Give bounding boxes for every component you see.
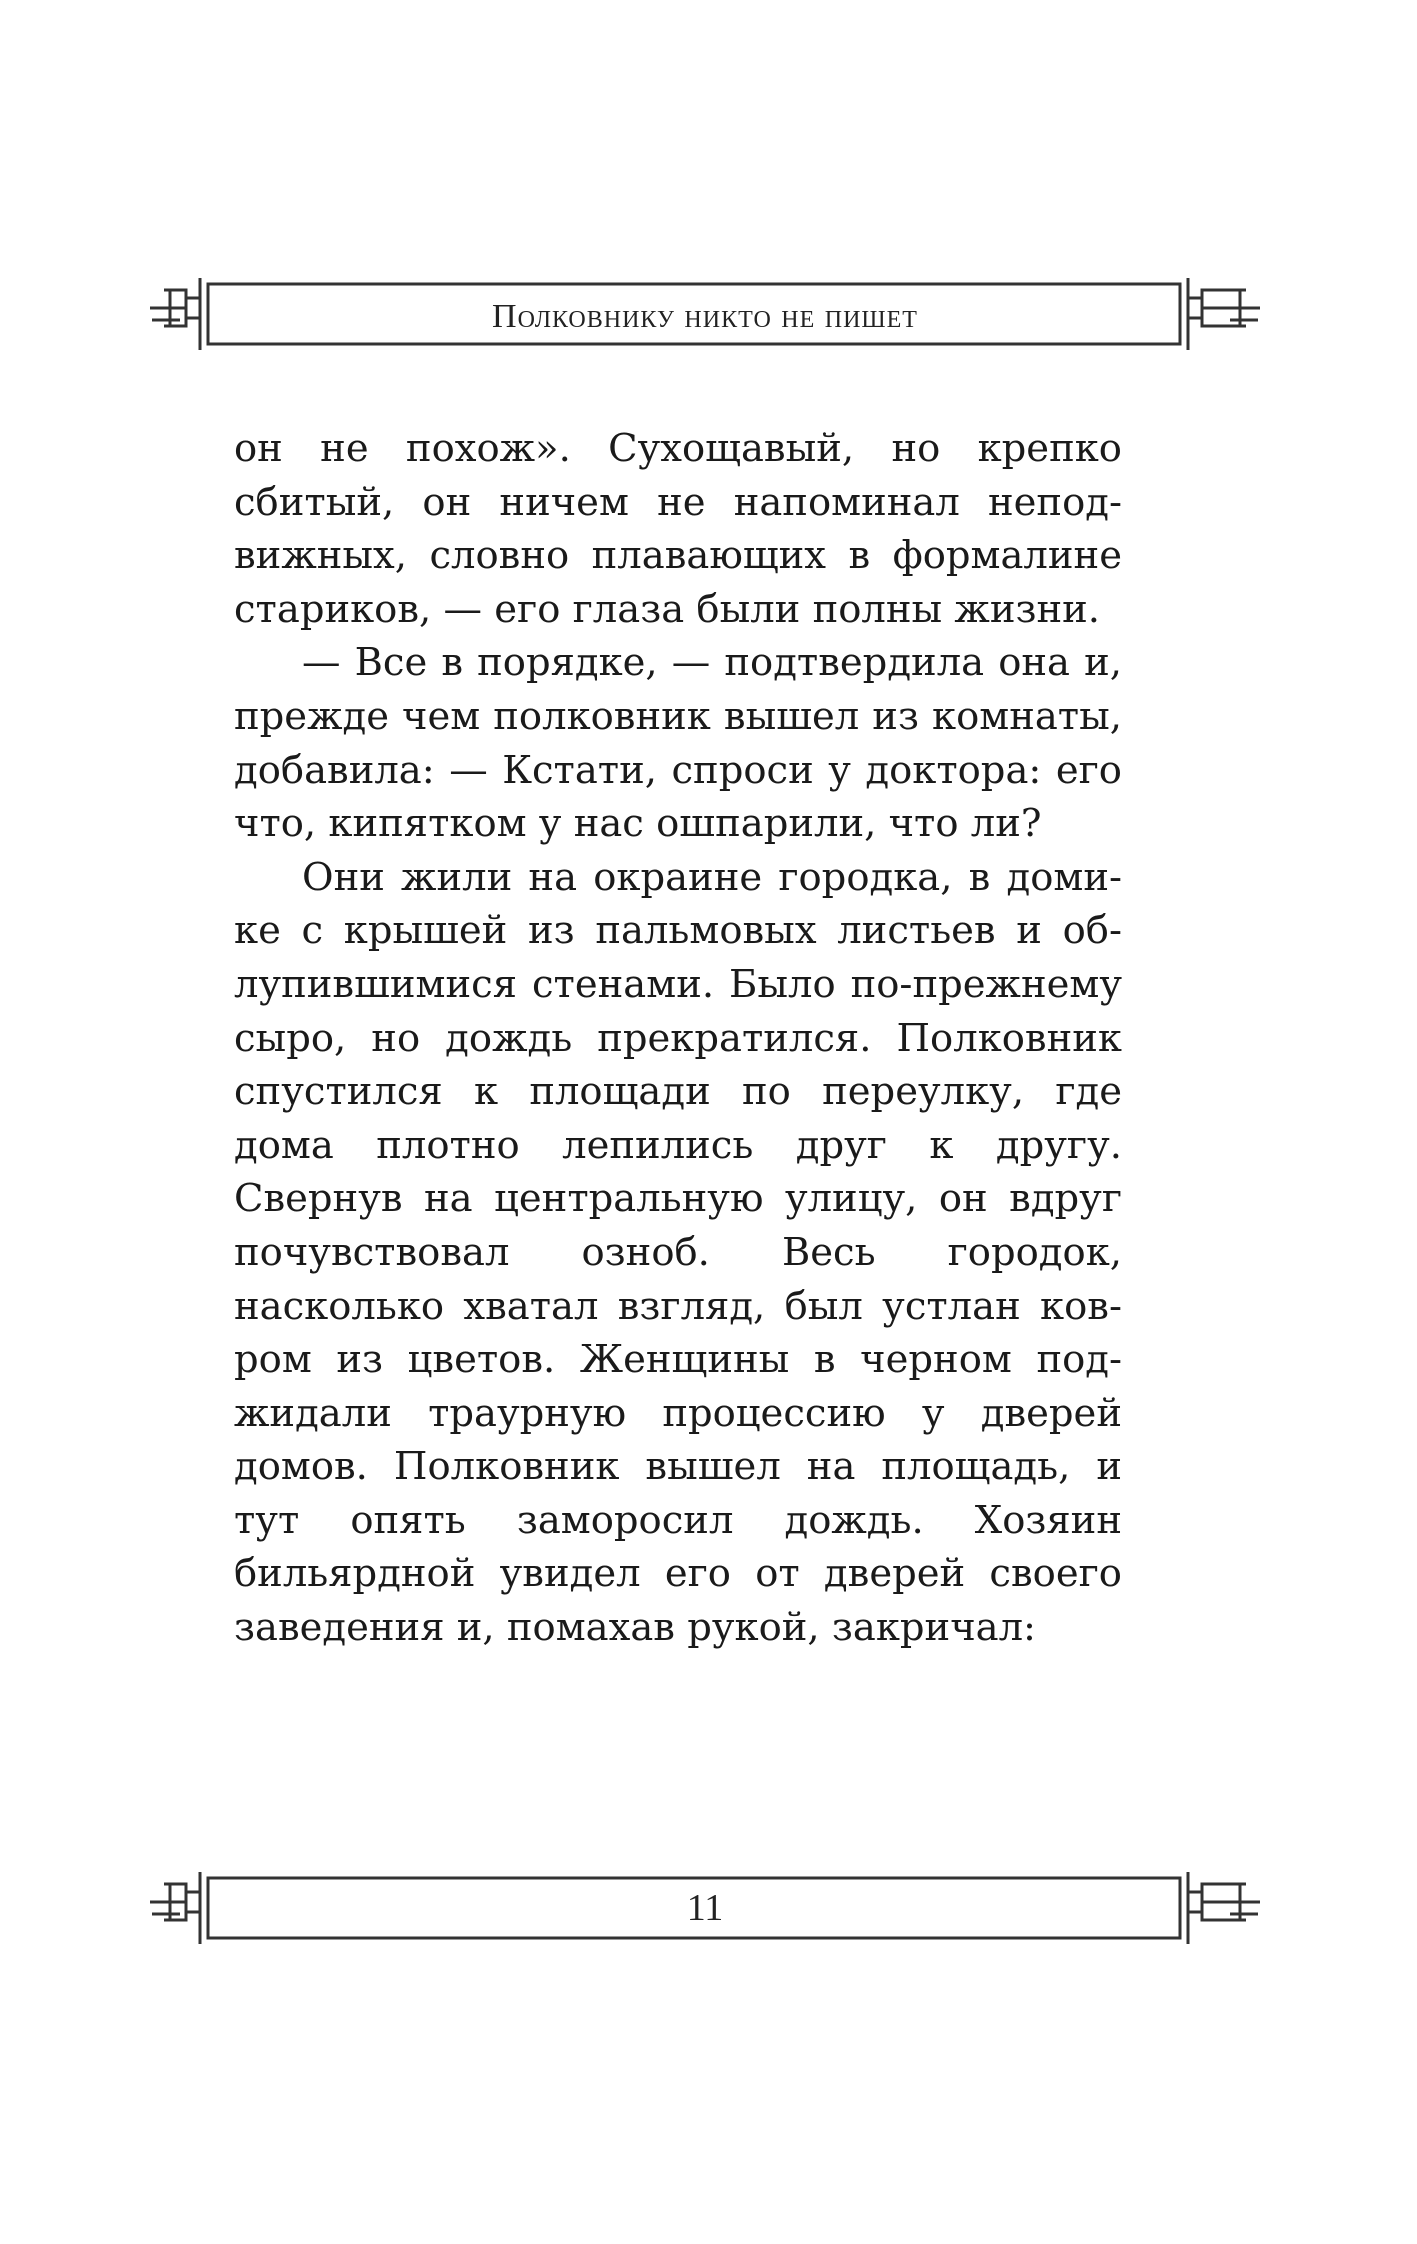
page-number: 11	[686, 1887, 724, 1929]
paragraph: — Все в порядке, — подтвердила она и, прежде чем полковник вышел из комнаты, добавила: — Кстати, спроси у доктора: его что, кипятком у нас ошпарили, что ли?	[234, 640, 1122, 847]
running-header	[150, 268, 1260, 360]
page-footer	[150, 1862, 1260, 1954]
running-title: Полковнику никто не пишет	[492, 298, 918, 335]
book-page-text	[234, 422, 1122, 1655]
paragraph: Они жили на окраине городка, в домике с крышей из пальмовых листьев и облупившимися стенами. Было по-прежнему сыро, но дождь прекратился. Полковник спустился к площади по переулку, где дома плотно лепились друг к другу. Свернув на центральную улицу, он вдруг почувствовал озноб. Весь городок, насколько хватал взгляд, был устлан ковром из цветов. Женщины в черном поджидали траурную процессию у дверей домов. Полковник вышел на площадь, и тут опять заморосил дождь. Хозяин бильярдной увидел его от дверей своего заведения и, помахав рукой, закричал:	[234, 854, 1122, 1651]
paragraph: он не похож». Сухощавый, но крепко сбитый, он ничем не напоминал неподвижных, словно плавающих в формалине стариков, — его глаза были полны жизни.	[234, 426, 1122, 632]
